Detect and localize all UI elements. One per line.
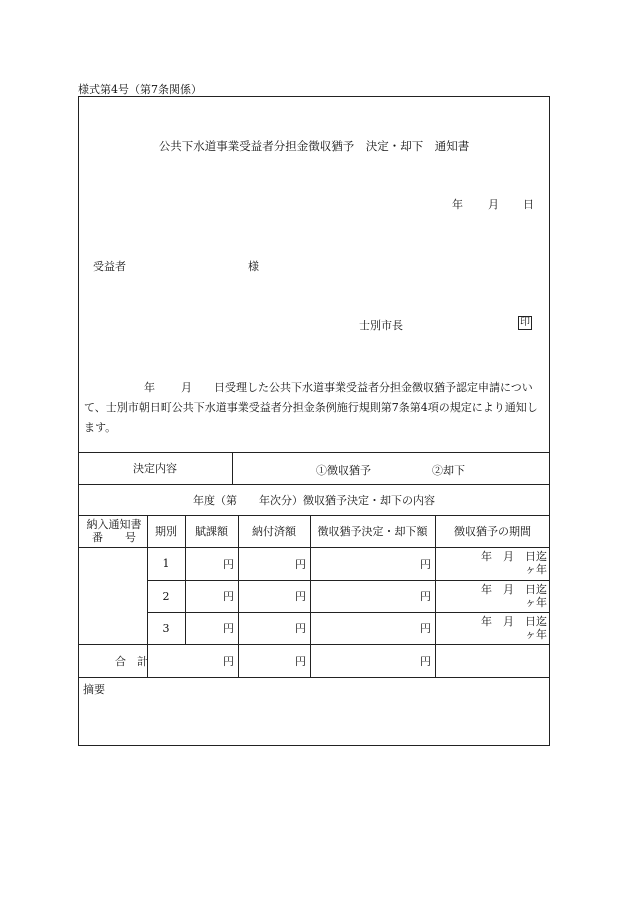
body-month: 月 (181, 381, 192, 394)
remarks-label: 摘要 (83, 683, 105, 696)
row-assessed: 円 (223, 557, 234, 571)
row-period: 2 (162, 589, 170, 603)
header-term: 徴収猶予の期間 (454, 525, 531, 538)
header-assessed: 賦課額 (195, 525, 228, 538)
row-assessed: 円 (223, 622, 234, 635)
seal-mark: 印 (520, 317, 530, 328)
recipient-honorific: 様 (248, 260, 259, 273)
row-decided: 円 (420, 622, 431, 635)
row-term-date: 年 月 日迄 (481, 615, 547, 628)
decision-label: 決定内容 (133, 462, 177, 475)
body-year: 年 (144, 381, 155, 394)
notice-body (84, 378, 546, 438)
form-title: 公共下水道事業受益者分担金徴収猶予 決定・却下 通知書 (158, 139, 470, 153)
body-text: 日受理した公共下水道事業受益者分担金徴収猶予認定申請について、士別市朝日町公共下水道事業受益者分担金条例施行規則第7条第4項の規定により通知します。 (84, 381, 538, 434)
total-assessed: 円 (223, 654, 234, 668)
header-paid: 納付済額 (252, 525, 296, 538)
rule (232, 452, 233, 484)
total-paid: 円 (295, 654, 306, 668)
issuer-name: 士別市長 (359, 319, 403, 332)
decision-option-reject: ②却下 (432, 464, 465, 477)
rule (78, 677, 550, 678)
header-notice-number (82, 518, 146, 544)
recipient-label: 受益者 (93, 260, 126, 273)
row-decided: 円 (420, 557, 431, 571)
decision-option-defer: ①徴収猶予 (316, 464, 371, 477)
row-period: 1 (162, 557, 170, 570)
total-label: 合 計 (115, 654, 148, 668)
total-decided: 円 (420, 654, 431, 668)
header-notice-number-line1: 納入通知書 (86, 518, 142, 531)
row-term-years: ヶ年 (525, 628, 547, 641)
date-month: 月 (488, 198, 499, 211)
row-assessed: 円 (223, 590, 234, 603)
row-period: 3 (162, 621, 170, 635)
row-term-date: 年 月 日迄 (481, 550, 547, 563)
row-term (435, 550, 547, 576)
section-title: 年度（第 年次分）徴収猶予決定・却下の内容 (193, 493, 435, 507)
header-period: 期別 (155, 525, 177, 538)
row-paid: 円 (295, 622, 306, 635)
row-paid: 円 (295, 557, 306, 571)
date-day: 日 (523, 198, 534, 211)
row-term-years: ヶ年 (525, 563, 547, 576)
row-term (435, 615, 547, 641)
header-decided: 徴収猶予決定・却下額 (317, 525, 428, 538)
date-year: 年 (452, 198, 463, 211)
row-term (435, 583, 547, 609)
form-label: 様式第4号（第7条関係） (78, 83, 202, 96)
row-term-date: 年 月 日迄 (481, 583, 547, 596)
row-decided: 円 (420, 590, 431, 603)
header-notice-number-line2: 番 号 (92, 531, 136, 544)
row-term-years: ヶ年 (525, 596, 547, 609)
row-paid: 円 (295, 590, 306, 603)
